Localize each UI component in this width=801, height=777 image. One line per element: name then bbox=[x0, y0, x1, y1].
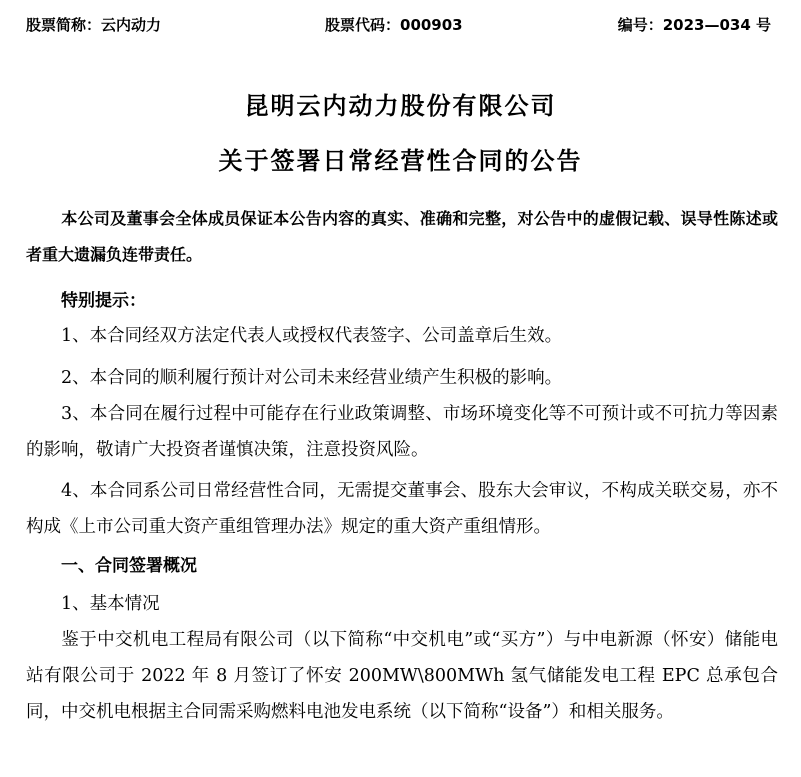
notice-item-4 bbox=[26, 473, 778, 545]
notice-item-3-text: 3、本合同在履行过程中可能存在行业政策调整、市场环境变化等不可预计或不可抗力等因素的影响，敬请广大投资者谨慎决策，注意投资风险。 bbox=[26, 404, 778, 460]
notice-item-2: 2、本合同的顺利履行预计对公司未来经营业绩产生积极的影响。 bbox=[61, 368, 563, 388]
disclaimer-paragraph bbox=[26, 201, 778, 273]
notice-item-1: 1、本合同经双方法定代表人或授权代表签字、公司盖章后生效。 bbox=[61, 326, 563, 346]
notice-item-4-text: 4、本合同系公司日常经营性合同，无需提交董事会、股东大会审议，不构成关联交易，亦不构成《上市公司重大资产重组管理办法》规定的重大资产重组情形。 bbox=[26, 481, 778, 537]
notice-item-3 bbox=[26, 396, 778, 468]
section-1-heading: 一、合同签署概况 bbox=[61, 556, 197, 576]
stock-code: 股票代码：000903 bbox=[325, 16, 463, 34]
disclaimer-text: 本公司及董事会全体成员保证本公告内容的真实、准确和完整，对公告中的虚假记载、误导性陈述或者重大遗漏负连带责任。 bbox=[26, 209, 778, 264]
announcement-number: 编号：2023—034 号 bbox=[617, 16, 771, 34]
section-1-paragraph-text: 鉴于中交机电工程局有限公司（以下简称“中交机电”或“买方”）与中电新源（怀安）储能电站有限公司于 2022 年 8 月签订了怀安 200MW\800MWh 氢气储能发电工程 EPC 总承包合同，中交机电根据主合同需采购燃料电池发电系统（以下简称“设备”）和相关服务。 bbox=[26, 630, 778, 722]
section-1-paragraph bbox=[26, 622, 778, 730]
announcement-title: 关于签署日常经营性合同的公告 bbox=[218, 147, 583, 175]
section-1-subheading: 1、基本情况 bbox=[61, 594, 160, 614]
special-notice-heading: 特别提示： bbox=[61, 291, 146, 311]
company-title: 昆明云内动力股份有限公司 bbox=[244, 92, 557, 120]
stock-short-name: 股票简称：云内动力 bbox=[26, 16, 162, 34]
